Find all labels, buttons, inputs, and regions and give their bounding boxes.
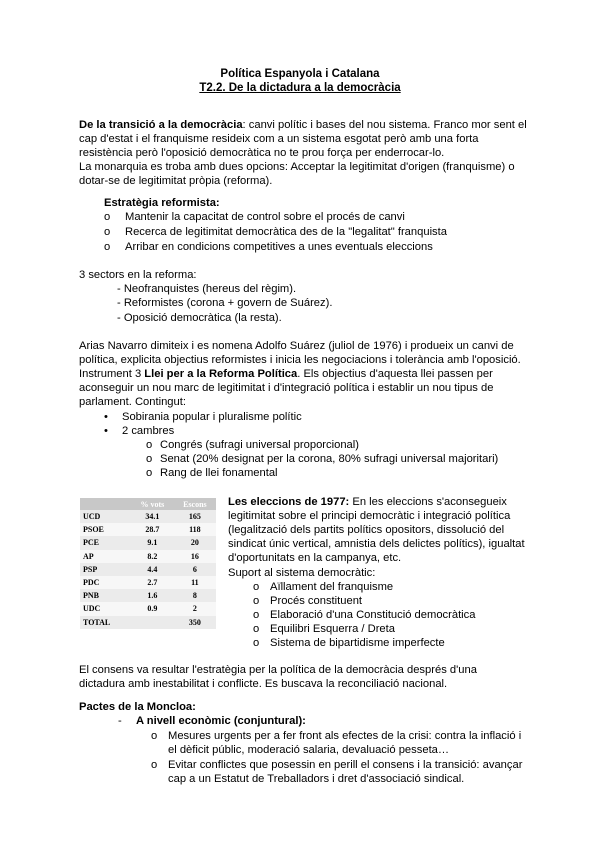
table-row: PNB 1.6 8 [80,589,216,602]
suarez-line-5: parlament. Contingut: [79,396,186,408]
elections-line-2: legitimitat sobre el principi democràtic i integració política [228,510,511,522]
moncloa-dash: - [118,715,122,727]
law-bullet-2: • [104,425,108,437]
table-row: PDC 2.7 11 [80,576,216,589]
reform-law-name: Llei per a la Reforma Política [144,368,298,380]
chamber-bullet-2: o [146,453,153,465]
sectors-heading: 3 sectors en la reforma: [79,269,197,281]
table-row: UDC 0.9 2 [80,602,216,615]
sector-item-3: - Oposició democràtica (la resta). [117,312,282,324]
support-item-5: Sistema de bipartidisme imperfecte [270,637,445,649]
moncloa-item-1-line-2: el dèficit públic, moderació salaria, devaluació pesseta… [168,744,450,756]
reformist-bullet-2: o [104,226,111,238]
document-title: Política Espanyola i Catalana [220,68,380,80]
support-bullet-3: o [253,609,260,621]
intro-line-1: De la transició a la democràcia: canvi polític i bases del nou sistema. Franco mor sent el [79,119,527,131]
support-item-4: Equilibri Esquerra / Dreta [270,623,395,635]
law-item-2: 2 cambres [122,425,175,437]
table-row: AP 8.2 16 [80,550,216,563]
support-bullet-5: o [253,637,260,649]
suarez-line-3: Instrument 3 Llei per a la Reforma Política. Els objectius d'aquesta llei passen per [79,368,493,380]
law-item-1: Sobirania popular i pluralisme polític [122,411,302,423]
table-header-seats: Escons [174,498,216,510]
suarez-line-1: Arias Navarro dimiteix i es nomena Adolfo Suárez (juliol de 1976) i produeix un canvi de [79,340,514,352]
sector-item-2: - Reformistes (corona + govern de Suárez). [117,297,333,309]
consens-line-2: dictadura amb inestabilitat i conflicte. Es buscava la reconciliació nacional. [79,678,448,690]
support-item-3: Elaboració d'una Constitució democràtica [270,609,476,621]
chamber-item-3: Rang de llei fonamental [160,467,278,479]
moncloa-item-2-line-1: Evitar conflictes que posessin en perill el consens i la transició: avançar [168,759,523,771]
table-row: TOTAL 350 [80,616,216,629]
support-heading: Suport al sistema democràtic: [228,567,376,579]
intro-heading: De la transició a la democràcia [79,119,243,131]
suarez-line-4: aconseguir un nou marc de legitimitat i d'integració política i establir un nou tipus de [79,382,494,394]
elections-line-4: sindicat únic vertical, amnistia dels delictes polítics), igualtat [228,538,525,550]
support-bullet-1: o [253,581,260,593]
support-bullet-4: o [253,623,260,635]
intro-line-2: cap d'estat i el franquisme resideix com a un sistema esgotat però amb una forta [79,133,479,145]
table-header-party [80,498,131,510]
chamber-item-1: Congrés (sufragi universal proporcional) [160,439,359,451]
support-bullet-2: o [253,595,260,607]
elections-line-3: (legalització dels partits polítics opositors, dissolució del [228,524,505,536]
support-item-2: Procés constituent [270,595,363,607]
moncloa-item-2-line-2: cap a un Estatut de Treballadors i dret d'associació sindical. [168,773,465,785]
intro-line-5: dotar-se de legitimitat pròpia (reforma). [79,175,273,187]
table-header-votes: % vots [131,498,174,510]
elections-line-5: d'oportunitats en la campanya, etc. [228,552,402,564]
chamber-bullet-1: o [146,439,153,451]
support-item-1: Aïllament del franquisme [270,581,394,593]
sector-item-1: - Neofranquistes (hereus del règim). [117,283,297,295]
elections-heading: Les eleccions de 1977: [228,496,350,508]
chamber-bullet-3: o [146,467,153,479]
reformist-bullet-3: o [104,241,111,253]
moncloa-item-1-line-1: Mesures urgents per a fer front als efectes de la crisi: contra la inflació i [168,730,522,742]
table-row: UCD 34.1 165 [80,510,216,523]
reformist-item-2: Recerca de legitimitat democràtica des de la "legalitat" franquista [125,226,447,238]
reformist-item-3: Arribar en condicions competitives a unes eventuals eleccions [125,241,433,253]
reformist-item-1: Mantenir la capacitat de control sobre el procés de canvi [125,211,405,223]
law-bullet-1: • [104,411,108,423]
election-results-table [80,498,216,629]
document-subtitle: T2.2. De la dictadura a la democràcia [199,82,401,94]
moncloa-sub-heading: A nivell econòmic (conjuntural): [136,715,306,727]
consens-line-1: El consens va resultar l'estratègia per la política de la democràcia després d'una [79,664,477,676]
reformist-heading: Estratègia reformista: [104,197,220,209]
moncloa-heading: Pactes de la Moncloa: [79,701,196,713]
reformist-bullet-1: o [104,211,111,223]
elections-line-1: Les eleccions de 1977: En les eleccions s'aconsegueix [228,496,507,508]
table-row: PSOE 28.7 118 [80,523,216,536]
table-header-row [80,498,216,510]
table-row: PCE 9.1 20 [80,536,216,549]
intro-line-4: La monarquia es troba amb dues opcions: Acceptar la legitimitat d'origen (franquisme) o [79,161,515,173]
moncloa-bullet-1: o [151,730,158,742]
chamber-item-2: Senat (20% designat per la corona, 80% sufragi universal majoritari) [160,453,499,465]
intro-line-3: resistència però l'oposició democràtica no te prou força per enderrocar-lo. [79,147,445,159]
table-row: PSP 4.4 6 [80,563,216,576]
suarez-line-2: política, explicita objectius reformistes i inicia les negociacions i tolerància amb l'oposició. [79,354,521,366]
moncloa-bullet-2: o [151,759,158,771]
